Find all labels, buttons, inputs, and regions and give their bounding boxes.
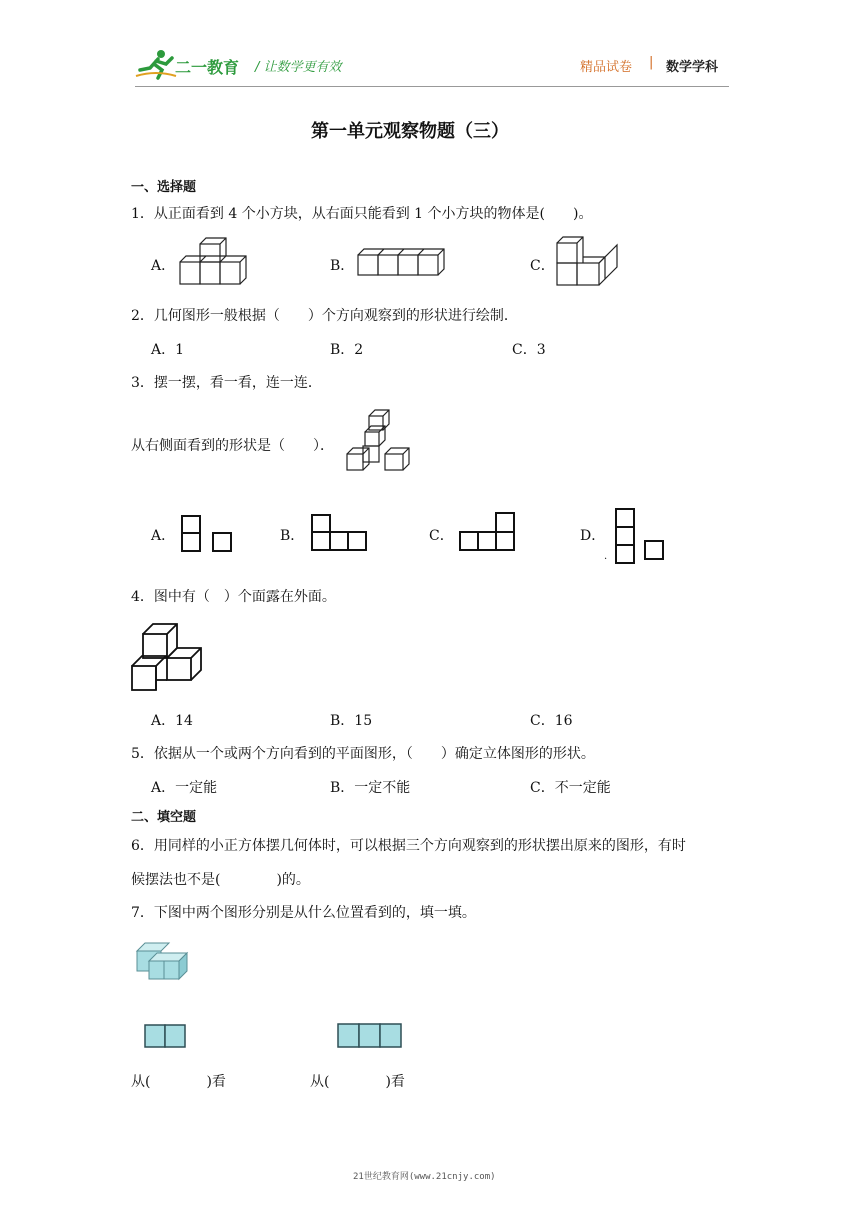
q7-view-2 [337, 1023, 403, 1049]
q7-cube-figure [135, 941, 191, 981]
q3-option-c[interactable]: C． [429, 528, 454, 544]
q3-option-a[interactable]: A． [151, 528, 176, 544]
slogan: / 让数学更有效 [255, 60, 342, 75]
tag-premium: 精品试卷 [580, 60, 633, 75]
q5-text: 5．依据从一个或两个方向看到的平面图形，（ ）确定立体图形的形状。 [131, 746, 595, 762]
section-fill: 二、填空题 [131, 810, 197, 825]
runner-logo-icon [136, 48, 176, 80]
q3-option-b[interactable]: B． [280, 528, 305, 544]
q3-stray-dot: . [604, 551, 608, 562]
q1-option-a[interactable]: A． [151, 258, 176, 274]
q3-figure-b [311, 514, 367, 552]
tag-subject: 数学学科 [666, 60, 719, 75]
q1-figure-a [180, 238, 250, 288]
page-title: 第一单元观察物题（三） [311, 121, 509, 142]
q1-option-c[interactable]: C． [530, 258, 555, 274]
q7-view-1 [144, 1024, 188, 1048]
q2-text: 2．几何图形一般根据（ ）个方向观察到的形状进行绘制． [131, 308, 518, 324]
q7-blank-1[interactable]: 从( )看 [131, 1074, 226, 1090]
q7-blank-2[interactable]: 从( )看 [310, 1074, 405, 1090]
q3-cube-figure [345, 410, 413, 472]
q6-line2: 候摆法也不是( )的。 [131, 872, 310, 888]
q4-option-a[interactable]: A．14 [151, 713, 193, 729]
q3-option-d[interactable]: D． [580, 528, 606, 544]
q4-option-b[interactable]: B．15 [330, 713, 373, 729]
q2-option-b[interactable]: B．2 [330, 342, 364, 358]
logo-text: 二一教育 [175, 58, 240, 77]
header-divider [135, 86, 729, 87]
q6-line1: 6．用同样的小正方体摆几何体时，可以根据三个方向观察到的形状摆出原来的图形，有时 [131, 838, 686, 854]
q1-figure-b [358, 249, 450, 277]
q1-text: 1．从正面看到 4 个小方块，从右面只能看到 1 个小方块的物体是( )。 [131, 206, 593, 222]
q1-figure-c [557, 237, 619, 289]
q7-text: 7．下图中两个图形分别是从什么位置看到的，填一填。 [131, 905, 476, 921]
q2-option-a[interactable]: A．1 [151, 342, 185, 358]
q4-cube-figure [131, 622, 205, 692]
q1-option-b[interactable]: B． [330, 258, 355, 274]
q5-option-a[interactable]: A．一定能 [151, 780, 218, 796]
q3-figure-c [459, 512, 515, 552]
q3-text: 3．摆一摆，看一看，连一连． [131, 375, 322, 391]
q3-subtext: 从右侧面看到的形状是（ ）． [131, 438, 334, 454]
section-choice: 一、选择题 [131, 180, 197, 195]
footer-source: 21世纪教育网(www.21cnjy.com) [353, 1172, 496, 1182]
q3-figure-d [615, 508, 665, 566]
q2-option-c[interactable]: C．3 [512, 342, 546, 358]
q5-option-c[interactable]: C．不一定能 [530, 780, 611, 796]
q4-text: 4．图中有（ ）个面露在外面。 [131, 589, 336, 605]
q3-figure-a [181, 515, 233, 553]
tag-separator: | [649, 55, 654, 70]
q5-option-b[interactable]: B．一定不能 [330, 780, 411, 796]
q4-option-c[interactable]: C．16 [530, 713, 573, 729]
